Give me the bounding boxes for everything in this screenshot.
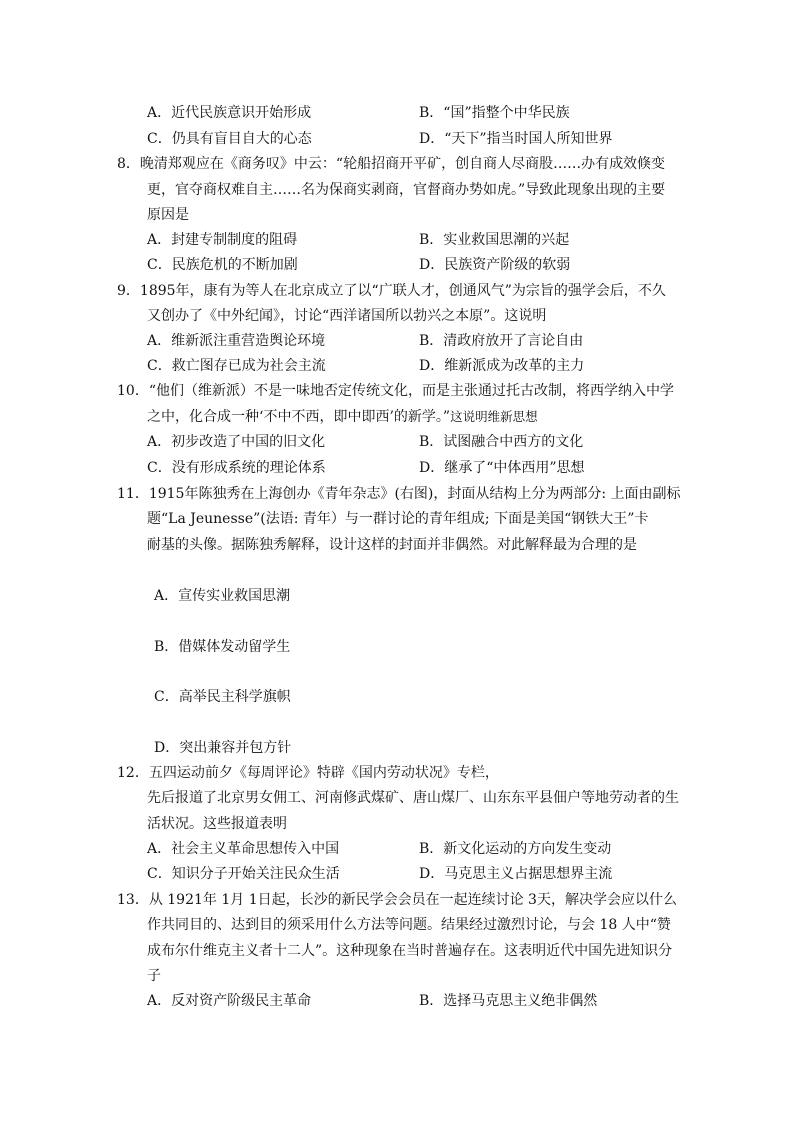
q9-option-c[interactable]: C．救亡图存已成为社会主流 xyxy=(147,358,326,374)
q10-stem-line-2 xyxy=(147,406,538,426)
q9-option-b[interactable]: B．清政府放开了言论自由 xyxy=(419,333,584,349)
q10-option-a[interactable]: A．初步改造了中国的旧文化 xyxy=(147,434,326,450)
q7-option-c[interactable]: C．仍具有盲目自大的心态 xyxy=(147,131,312,147)
q13-stem-line-1: 13．从 1921年 1月 1日起，长沙的新民学会会员在一起连续讨论 3天，解决学会应以什么 xyxy=(117,892,677,908)
q10-stem-line-2-tail: 这说明维新思想 xyxy=(450,409,538,424)
q13-stem-line-4: 子 xyxy=(147,968,161,984)
q10-option-d[interactable]: D．继承了“中体西用”思想 xyxy=(419,460,585,476)
q8-option-a[interactable]: A．封建专制制度的阻碍 xyxy=(147,232,298,248)
q8-stem-line-3: 原因是 xyxy=(147,207,189,223)
q12-option-a[interactable]: A．社会主义革命思想传入中国 xyxy=(147,841,340,857)
q8-option-b[interactable]: B．实业救国思潮的兴起 xyxy=(419,232,570,248)
q8-stem-line-2: 更，官夺商权难自主……名为保商实剥商，官督商办势如虎。”导致此现象出现的主要 xyxy=(147,182,666,198)
q9-stem-line-1: 9．1895年，康有为等人在北京成立了以“广联人才，创通风气”为宗旨的强学会后，不久 xyxy=(117,283,666,299)
q7-option-d[interactable]: D．“天下”指当时国人所知世界 xyxy=(419,131,613,147)
q12-option-b[interactable]: B．新文化运动的方向发生变动 xyxy=(419,841,612,857)
q11-option-c[interactable]: C．高举民主科学旗帜 xyxy=(154,689,291,705)
q11-stem-line-1: 11．1915年陈独秀在上海创办《青年杂志》(右图)，封面从结构上分为两部分: 上面由副标 xyxy=(117,486,681,502)
q13-option-b[interactable]: B．选择马克思主义绝非偶然 xyxy=(419,993,598,1009)
q9-option-a[interactable]: A．维新派注重营造舆论环境 xyxy=(147,333,326,349)
q8-stem-line-1: 8．晚清郑观应在《商务叹》中云：“轮船招商开平矿，创自商人尽商股……办有成效倏变 xyxy=(117,156,666,172)
q13-option-a[interactable]: A．反对资产阶级民主革命 xyxy=(147,993,312,1009)
q10-option-c[interactable]: C．没有形成系统的理论体系 xyxy=(147,460,326,476)
q12-stem-line-2: 先后报道了北京男女佣工、河南修武煤矿、唐山煤厂、山东东平县佃户等地劳动者的生 xyxy=(147,790,679,806)
q12-option-d[interactable]: D．马克思主义占据思想界主流 xyxy=(419,866,613,882)
q9-stem-line-2: 又创办了《中外纪闻》，讨论“西洋诸国所以勃兴之本原”。这说明 xyxy=(147,308,547,324)
q10-stem-line-1: 10．“他们（维新派）不是一味地否定传统文化，而是主张通过托古改制，将西学纳入中学 xyxy=(117,383,674,399)
q12-stem-line-3: 活状况。这些报道表明 xyxy=(147,816,287,832)
q7-option-b[interactable]: B．“国”指整个中华民族 xyxy=(419,105,570,121)
q10-stem-line-2-main: 之中，化合成一种‘不中不西，即中即西’的新学。” xyxy=(147,409,451,425)
q12-stem-line-1: 12．五四运动前夕《每周评论》特辟《国内劳动状况》专栏， xyxy=(117,765,499,781)
q8-option-c[interactable]: C．民族危机的不断加剧 xyxy=(147,257,298,273)
q11-option-d[interactable]: D．突出兼容并包方针 xyxy=(154,740,292,756)
q10-option-b[interactable]: B．试图融合中西方的文化 xyxy=(419,434,584,450)
q9-option-d[interactable]: D．维新派成为改革的主力 xyxy=(419,358,585,374)
q13-stem-line-2: 作共同目的、达到目的须采用什么方法等问题。结果经过激烈讨论，与会 18 人中“赞 xyxy=(147,917,671,933)
q11-option-a[interactable]: A．宣传实业救国思潮 xyxy=(154,588,291,604)
q11-stem-line-2: 题“La Jeunesse”(法语: 青年）与一群讨论的青年组成; 下面是美国“钢铁大王”卡 xyxy=(147,511,649,527)
q11-option-b[interactable]: B．借媒体发动留学生 xyxy=(154,639,291,655)
q8-option-d[interactable]: D．民族资产阶级的软弱 xyxy=(419,257,571,273)
q11-stem-line-3: 耐基的头像。据陈独秀解释，设计这样的封面并非偶然。对此解释最为合理的是 xyxy=(147,537,637,553)
q12-option-c[interactable]: C．知识分子开始关注民众生活 xyxy=(147,866,340,882)
q13-stem-line-3: 成布尔什维克主义者十二人”。这种现象在当时普遍存在。这表明近代中国先进知识分 xyxy=(147,943,673,959)
q7-option-a[interactable]: A．近代民族意识开始形成 xyxy=(147,105,312,121)
